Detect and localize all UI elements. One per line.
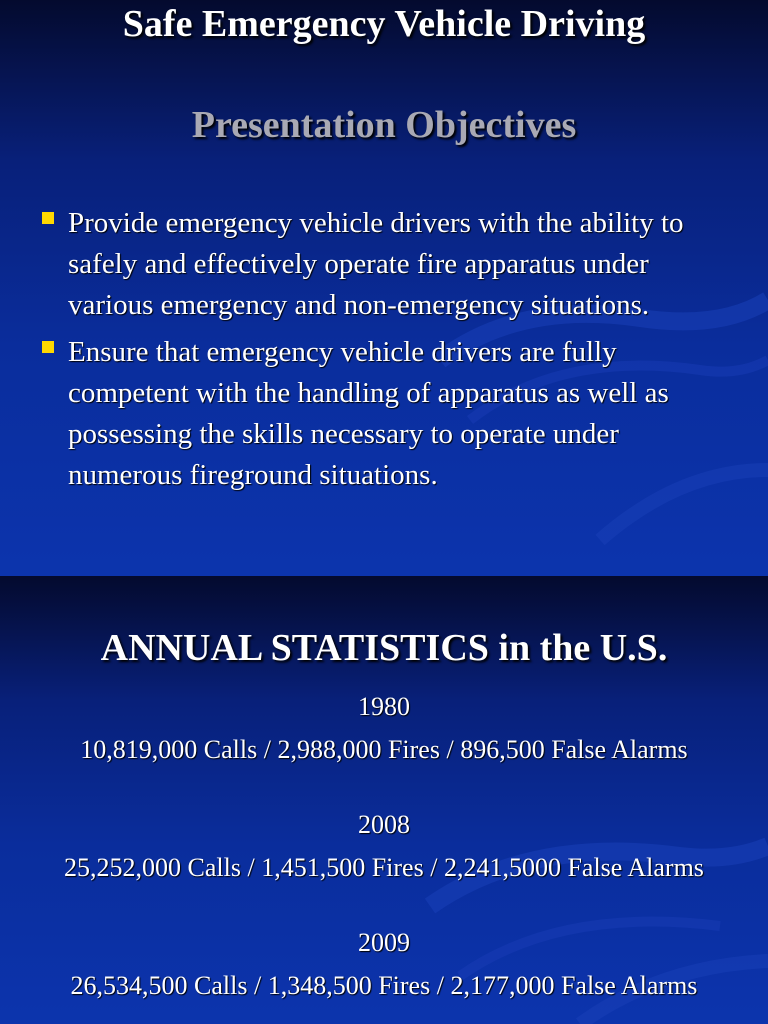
stat-year: 2009 [358,928,410,957]
stat-line: 25,252,000 Calls / 1,451,500 Fires / 2,241,5000 False Alarms [64,853,704,882]
objective-item [40,203,730,326]
stat-year: 2008 [358,810,410,839]
stat-year: 1980 [358,692,410,721]
slide-title: Safe Emergency Vehicle Driving [122,3,646,45]
objective-text: Provide emergency vehicle drivers with the ability to safely and effectively operate fire apparatus under various emergency and non-emergency situations. [68,207,684,321]
slide-statistics [0,576,768,1024]
objective-list [40,203,730,502]
slide-title: ANNUAL STATISTICS in the U.S. [100,627,668,669]
objective-text: Ensure that emergency vehicle drivers are fully competent with the handling of apparatus as well as possessing the skills necessary to operate under numerous fireground situations. [68,336,669,491]
objective-item [40,332,730,496]
square-bullet-icon [42,341,54,353]
stat-line: 26,534,500 Calls / 1,348,500 Fires / 2,177,000 False Alarms [70,971,698,1000]
square-bullet-icon [42,212,54,224]
slide-subtitle: Presentation Objectives [191,104,577,146]
stat-line: 10,819,000 Calls / 2,988,000 Fires / 896,500 False Alarms [80,735,688,764]
